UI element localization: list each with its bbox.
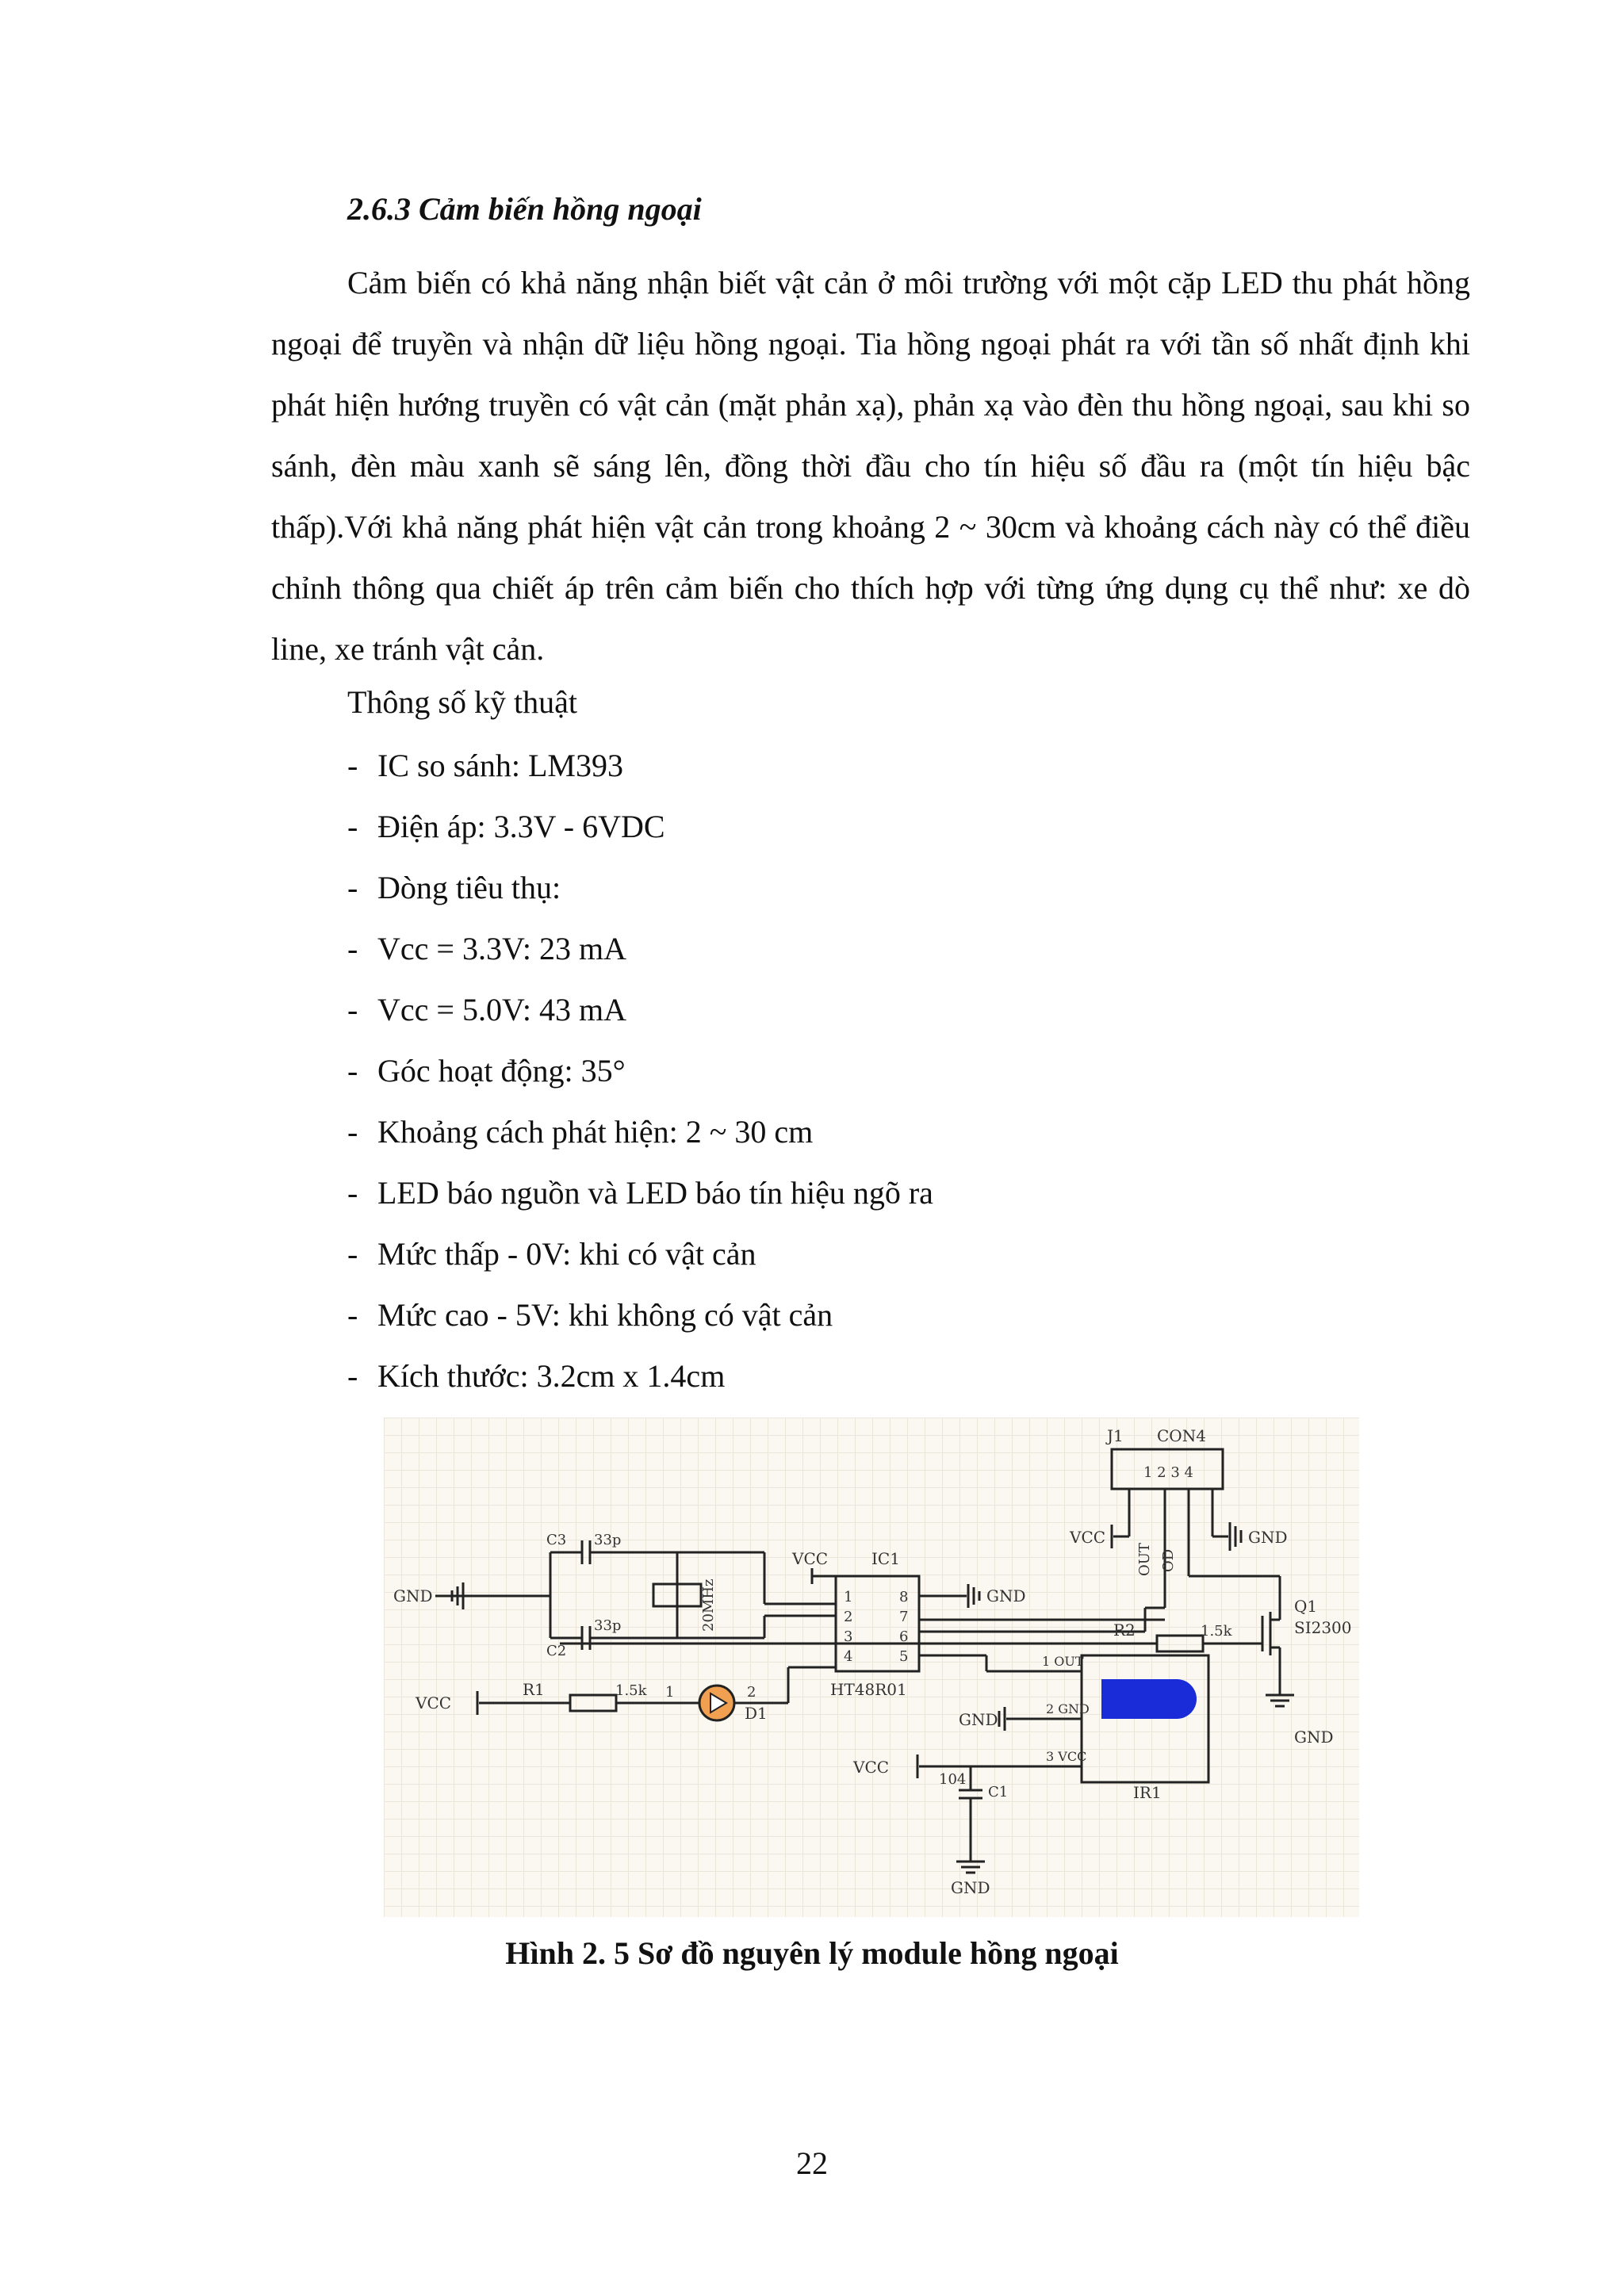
label-gnd-ic: GND <box>986 1586 1026 1605</box>
label-vcc-ir: VCC <box>853 1758 890 1777</box>
paragraph-text: Cảm biến có khả năng nhận biết vật cản ở môi trường với một cặp LED thu phát hồng ngoại để truyền và nhận dữ liệu hồng ngoại. Tia hồng ngoại phát ra với tần số nhất định khi phát hiện hướng truyền có vật cản (mặt phản xạ), phản xạ vào đèn thu hồng ngoại, sau khi so sánh, đèn màu xanh sẽ sáng lên, đồng thời đầu cho tín hiệu số đầu ra (một tín hiệu bậc thấp).Với khả năng phát hiện vật cản trong khoảng 2 ~ 30cm và khoảng cách này có thể điều chỉnh thông qua chiết áp trên cảm biến cho thích hợp với từng ứng dụng cụ thể như: xe dò line, xe tránh vật cản. <box>271 265 1470 667</box>
label-vcc-r1: VCC <box>416 1693 452 1712</box>
circuit-schematic <box>384 1418 1359 1917</box>
ic-pin-3: 3 <box>844 1628 853 1645</box>
label-c2: C2 <box>546 1643 567 1659</box>
ic-pin-4: 4 <box>844 1648 853 1665</box>
page-number: 22 <box>796 2145 828 2181</box>
label-q1-part: SI2300 <box>1294 1618 1352 1637</box>
label-q1: Q1 <box>1294 1597 1318 1616</box>
label-out: OUT <box>1136 1543 1153 1576</box>
label-con4: CON4 <box>1157 1426 1206 1445</box>
specs-title: Thông số kỹ thuật <box>347 684 577 720</box>
label-d1-pin2: 2 <box>747 1684 756 1701</box>
label-ir-pin1: 1 OUT <box>1042 1654 1084 1669</box>
label-j1: J1 <box>1107 1426 1124 1445</box>
spec-item: - Mức cao - 5V: khi không có vật cản <box>347 1297 833 1333</box>
spec-item: - Góc hoạt động: 35° <box>347 1053 626 1089</box>
label-c3: C3 <box>546 1532 567 1548</box>
label-c1-value: 104 <box>939 1771 967 1788</box>
spec-item: - Điện áp: 3.3V - 6VDC <box>347 809 665 844</box>
label-ir-pin2: 2 GND <box>1046 1701 1090 1716</box>
label-ir-pin3: 3 VCC <box>1046 1749 1087 1764</box>
label-d1-pin1: 1 <box>665 1684 675 1701</box>
section-heading: 2.6.3 Cảm biến hồng ngoại <box>347 191 702 227</box>
resistor-r1 <box>570 1695 616 1711</box>
label-vcc-j1: VCC <box>1070 1528 1106 1547</box>
figure-caption: Hình 2. 5 Sơ đồ nguyên lý module hồng ngoại <box>505 1935 1119 1971</box>
ic-pin-6: 6 <box>899 1628 909 1645</box>
label-d1: D1 <box>745 1704 768 1723</box>
label-gnd-ir: GND <box>959 1710 998 1729</box>
label-vcc-ic: VCC <box>792 1549 829 1568</box>
label-gnd-j1: GND <box>1248 1528 1288 1547</box>
spec-item: - Kích thước: 3.2cm x 1.4cm <box>347 1358 726 1394</box>
spec-item: - Dòng tiêu thụ: <box>347 870 561 905</box>
spec-item: - Mức thấp - 0V: khi có vật cản <box>347 1236 756 1272</box>
ic-pin-2: 2 <box>844 1609 853 1625</box>
spec-list <box>347 742 933 1414</box>
label-ic-part: HT48R01 <box>830 1680 907 1699</box>
ic-pin-8: 8 <box>899 1589 909 1605</box>
body-paragraph <box>271 252 1470 679</box>
schematic-figure <box>384 1418 1359 1917</box>
spec-item: - Vcc = 5.0V: 43 mA <box>347 992 626 1027</box>
label-ic1: IC1 <box>871 1549 900 1568</box>
spec-item: - IC so sánh: LM393 <box>347 748 623 783</box>
label-c3-value: 33p <box>594 1532 622 1548</box>
label-r2: R2 <box>1113 1621 1136 1640</box>
label-crystal: 20MHz <box>700 1578 717 1632</box>
label-c2-value: 33p <box>594 1617 622 1634</box>
spec-item: - Khoảng cách phát hiện: 2 ~ 30 cm <box>347 1114 814 1150</box>
label-con-pins: 1 2 3 4 <box>1143 1464 1193 1481</box>
label-ir1: IR1 <box>1133 1783 1162 1802</box>
label-r1: R1 <box>523 1680 545 1699</box>
spec-item: - LED báo nguồn và LED báo tín hiệu ngõ ra <box>347 1175 933 1211</box>
label-r2-value: 1.5k <box>1201 1623 1232 1640</box>
ic-pin-1: 1 <box>844 1589 853 1605</box>
label-gnd-left: GND <box>393 1586 433 1605</box>
label-c1: C1 <box>988 1784 1009 1800</box>
ic-pin-5: 5 <box>899 1648 909 1665</box>
spec-item: - Vcc = 3.3V: 23 mA <box>347 931 626 966</box>
label-r1-value: 1.5k <box>615 1682 647 1699</box>
resistor-r2 <box>1157 1636 1203 1651</box>
label-gnd-c1: GND <box>951 1878 990 1897</box>
ic-pin-7: 7 <box>899 1609 909 1625</box>
label-od: OD <box>1160 1548 1177 1572</box>
label-gnd-q1: GND <box>1294 1728 1334 1747</box>
